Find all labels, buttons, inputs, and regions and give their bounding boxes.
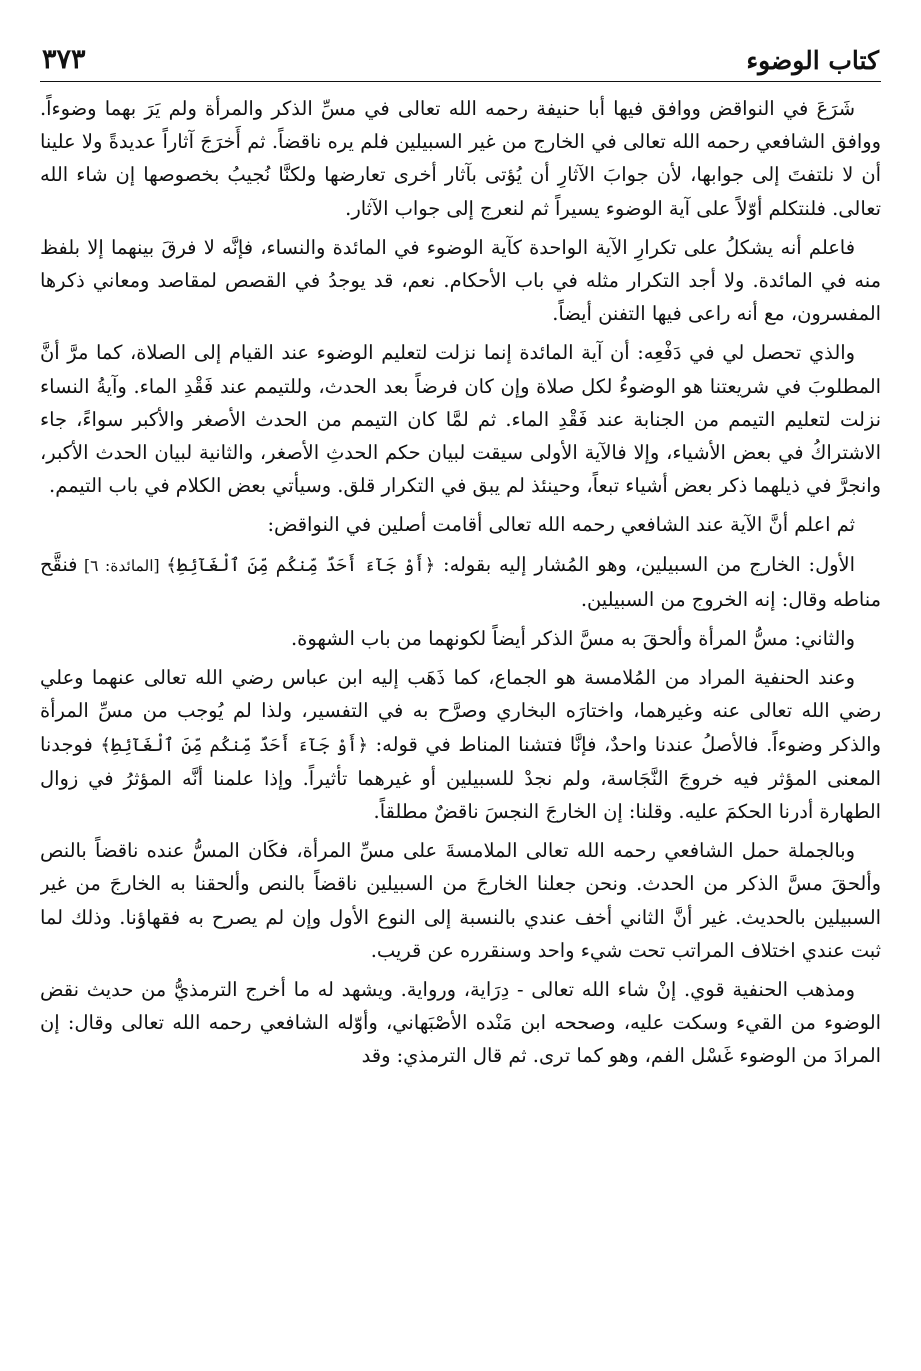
verse-citation: [المائدة: ٦] <box>77 556 167 575</box>
paragraph-9-text: ومذهب الحنفية قوي. إنْ شاء الله تعالى - دِرَاية، ورواية. ويشهد له ما أخرج الترمذيُّ من حديث نقض الوضوء من القيء وسكت عليه، وصححه ابن مَنْده الأصْبَهاني، وأوّله الشافعي رحمه الله تعالى وقال: إن المرادَ من الوضوء غَسْل الفم، وهو كما ترى. ثم قال الترمذي: وقد <box>40 978 881 1068</box>
chapter-title: كتاب الوضوء <box>746 46 879 75</box>
paragraph-8-text: وبالجملة حمل الشافعي رحمه الله تعالى الملامسةَ على مسِّ المرأة، فكَان المسُّ عنده ناقضاً بالنص وألحقَ مسَّ الذكر من الحدث. ونحن جعلنا الخارجَ من السبيلين ناقضاً بالنص وألحقنا به الخارجَ من غير السبيلين بالحديث. غير أنَّ الثاني أخف عندي بالنسبة إلى النوع الأول وإن لم يصرح به فقهاؤنا. وذلك لما ثبت عندي اختلاف المراتب تحت شيء واحد وسنقرره عن قريب. <box>40 839 881 962</box>
paragraph-6-text: والثاني: مسُّ المرأة وألحقَ به مسَّ الذكر أيضاً لكونهما من باب الشهوة. <box>291 627 855 651</box>
page-number: ٣٧٣ <box>42 44 86 75</box>
paragraph-9 <box>40 973 881 1073</box>
paragraph-7 <box>40 661 881 828</box>
paragraph-5-text: الأول: الخارج من السبيلين، وهو المُشار إليه بقوله: <box>435 552 855 576</box>
paragraph-5-continuation: فنقَّح مناطه وقال: إنه الخروج من السبيلين. <box>40 552 881 611</box>
paragraph-1-text: شَرَعَ في النواقض ووافق فيها أبا حنيفة رحمه الله تعالى في مسِّ الذكر والمرأة ولم يَرَ بهما وضوءاً. ووافق الشافعي رحمه الله تعالى في الخارج من غير السبيلين فلم يره ناقضاً. ثم أَخرَجَ آثاراً عديدةً ولا علينا أن لا نلتفتَ إلى جوابها، لأن جوابَ الآثارِ أن يُؤتى بآثار أخرى تعارضها ولكنَّا نُجيبُ بخصوصها إن شاء الله تعالى. فلنتكلم أوّلاً على آية الوضوء يسيراً ثم لنعرج إلى جواب الآثار. <box>40 97 881 220</box>
paragraph-3-text: والذي تحصل لي في دَفْعِه: أن آية المائدة إنما نزلت لتعليم الوضوء عند القيام إلى الصلاة، كما مرَّ أنَّ المطلوبَ في شريعتنا هو الوضوءُ لكل صلاة وإن كان فرضاً بعد الحدث، وللتيمم عند فَقْدِ الماء. وآيةُ النساء نزلت لتعليم التيمم من الجنابة عند فَقْدِ الماء. ثم لمَّا كان التيمم من الحدث الأصغر والأكبر سواءً، جاء الاشتراكُ في بعض الأشياء، وإلا فالآية الأولى سيقت لبيان حكم الحدثِ الأصغر، والثانية لبيان الحدث الأكبر، وانجرَّ في ذيلهما ذكر بعض أشياء تبعاً، وحينئذ لم يبق في التكرار قلق. وسيأتي بعض الكلام في باب التيمم. <box>40 341 881 498</box>
paragraph-5 <box>40 548 881 616</box>
running-header <box>40 34 881 82</box>
paragraph-4 <box>40 508 881 541</box>
paragraph-6 <box>40 622 881 655</box>
quran-verse: ﴿أَوْ جَآءَ أَحَدٌ مِّنكُم مِّنَ ٱلْغَآئِطِ﴾ <box>100 734 369 756</box>
paragraph-4-text: ثم اعلم أنَّ الآية عند الشافعي رحمه الله تعالى أقامت أصلين في النواقض: <box>267 513 855 537</box>
paragraph-3 <box>40 336 881 502</box>
paragraph-8 <box>40 834 881 967</box>
paragraph-1 <box>40 92 881 225</box>
body-text <box>40 92 881 1073</box>
paragraph-7-text: وعند الحنفية المراد من المُلامسة هو الجماع، كما ذَهَب إليه ابن عباس رضي الله تعالى عنهما وعلي رضي الله تعالى عنه وغيرهما، واختارَه البخاري وصرَّح به في التفسير، ولذا لم يُوجب من مسِّ المرأة والذكر وضوءاً. فالأصلُ عندنا واحدٌ، فإنَّا فتشنا المناط في قوله: <box>40 666 881 756</box>
paragraph-7-continuation: فوجدنا المعنى المؤثر فيه خروجَ النَّجَاسة، ولم نجدْ للسبيلين أو غيرهما تأثيراً. وإذا علمنا أنَّه المؤثرُ في زوال الطهارة أدرنا الحكمَ عليه. وقلنا: إن الخارجَ النجسَ ناقضٌ مطلقاً. <box>40 732 881 824</box>
book-page <box>40 34 881 1354</box>
paragraph-2-text: فاعلم أنه يشكلُ على تكرارِ الآية الواحدة كآية الوضوء في المائدة والنساء، فإنَّه لا فرقَ بينهما إلا بلفظ منه في المائدة. ولا أجد التكرار مثله في باب الأحكام. نعم، قد يوجدُ في القصص لمقاصد ومعاني ذكرها المفسرون، مع أنه راعى فيها التفنن أيضاً. <box>40 235 881 326</box>
quran-verse: ﴿أَوْ جَآءَ أَحَدٌ مِّنكُم مِّنَ ٱلْغَآئِطِ﴾ <box>166 554 436 576</box>
paragraph-2 <box>40 231 881 331</box>
